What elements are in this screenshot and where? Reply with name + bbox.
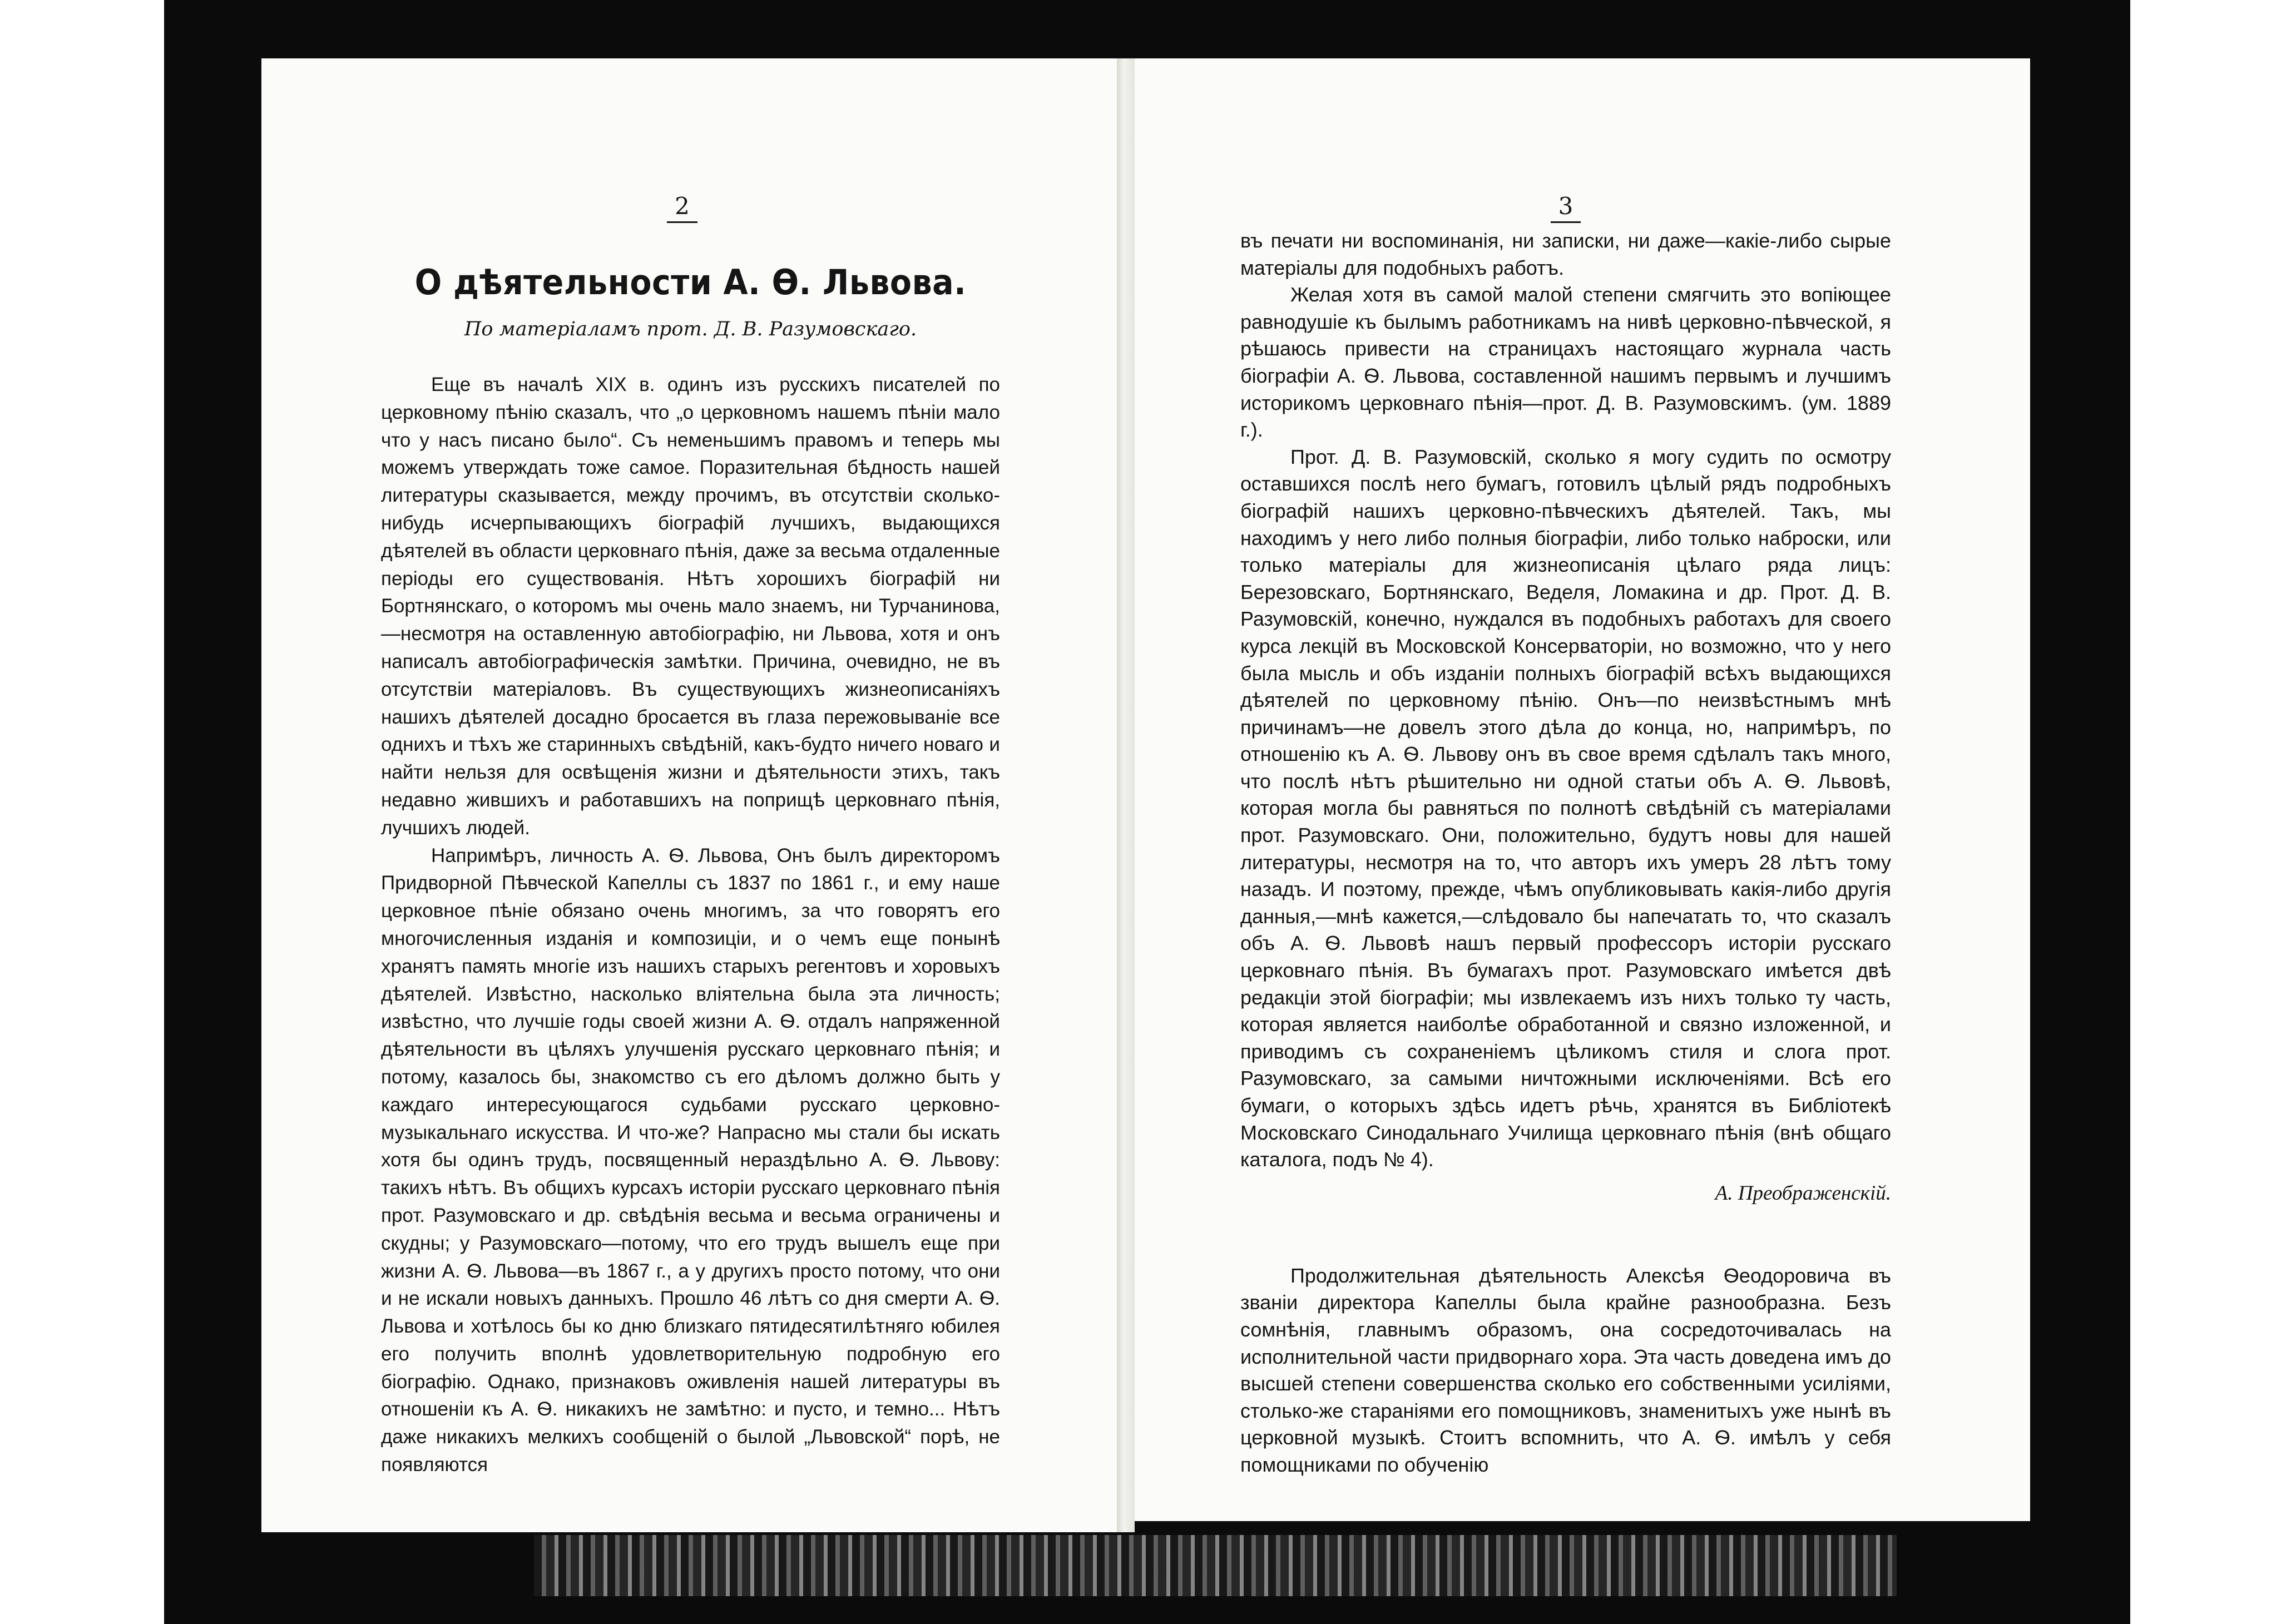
left-edge-shadow — [164, 0, 214, 1624]
left-body-text — [381, 371, 1000, 1479]
article-subtitle: По матеріаламъ прот. Д. В. Разумовскаго. — [464, 318, 917, 340]
article-title: О дѣятельности А. Ѳ. Львова. — [414, 262, 967, 303]
right-body-text-continued — [1240, 1262, 1891, 1479]
left-paragraph-2: Напримѣръ, личность А. Ѳ. Львова, Онъ былъ директоромъ Придворной Пѣвческой Капеллы съ 1837 по 1861 г., и ему наше церковное пѣніе обязано очень многимъ, за что говорятъ его многочисленныя изданія и композиціи, и о чемъ еще понынѣ хранятъ память многіе изъ нашихъ старыхъ регентовъ и хоровыхъ дѣятелей. Извѣстно, насколько вліятельна была эта личность; извѣстно, что лучшіе годы своей жизни А. Ѳ. отдалъ напряженной дѣятельности въ цѣляхъ улучшенія русскаго церковнаго пѣнія; и потому, казалось бы, знакомство съ его дѣломъ должно быть у каждаго интересующагося судьбами русскаго церковно-музыкальнаго искусства. И что-же? Напрасно мы стали бы искать хотя бы одинъ трудъ, посвященный нераздѣльно А. Ѳ. Львову: такихъ нѣтъ. Въ общихъ курсахъ исторіи русскаго церковнаго пѣнія прот. Разумовскаго и др. свѣдѣнія весьма и весьма ограничены и скудны; у Разумовскаго—потому, что его трудъ вышелъ еще при жизни А. Ѳ. Львова—въ 1867 г., а у другихъ просто потому, что они и не искали новыхъ данныхъ. Прошло 46 лѣтъ со дня смерти А. Ѳ. Львова и хотѣлось бы ко дню близкаго пятидесятилѣтняго юбилея его получить вполнѣ удовлетворительную подробную его біографію. Однако, признаковъ оживленія нашей литературы въ отношеніи къ А. Ѳ. никакихъ не замѣтно: и пусто, и темно... Нѣтъ даже никакихъ мелкихъ сообщеній о былой „Львовской“ порѣ, не появляются — [381, 844, 1000, 1476]
right-page — [1135, 58, 2030, 1521]
section-gap — [1240, 1205, 1891, 1258]
right-paragraph-4: Продолжительная дѣятельность Алексѣя Ѳеодоровича въ званіи директора Капеллы была крайне разнообразна. Безъ сомнѣнія, главнымъ образомъ, она сосредоточивалась на исполнительной части придворнаго хора. Эта часть доведена имъ до высшей степени совершенства сколько его собственными усиліями, столько-же стараніями его помощниковъ, знаменитыхъ уже нынѣ въ церковной музыкѣ. Стоитъ вспомнить, что А. Ѳ. имѣлъ у себя помощниками по обученію — [1240, 1264, 1891, 1476]
right-paragraph-1: въ печати ни воспоминанія, ни записки, ни даже—какіе-либо сырые матеріалы для подобныхъ работъ. — [1240, 229, 1891, 279]
page-number-right-text: 3 — [1551, 195, 1581, 223]
left-paragraph-1: Еще въ началѣ XIX в. одинъ изъ русскихъ писателей по церковному пѣнію сказалъ, что „о церковномъ нашемъ пѣніи мало что у насъ писано было“. Съ неменьшимъ правомъ и теперь мы можемъ утверждать тоже самое. Поразительная бѣдность нашей литературы сказывается, между прочимъ, въ отсутствіи сколько-нибудь исчерпывающихъ біографій лучшихъ, выдающихся дѣятелей въ области церковнаго пѣнія, даже за весьма отдаленные періоды его существованія. Нѣтъ хорошихъ біографій ни Бортнянскаго, о которомъ мы очень мало знаемъ, ни Турчанинова,—несмотря на оставленную автобіографію, ни Львова, хотя и онъ написалъ автобіографическія замѣтки. Причина, очевидно, не въ отсутствіи матеріаловъ. Въ существующихъ жизнеописаніяхъ нашихъ дѣятелей досадно бросается въ глаза пережовываніе все однихъ и тѣхъ же старинныхъ свѣдѣній, какъ-будто ничего новаго и найти нельзя для освѣщенія жизни и дѣятельности этихъ, такъ недавно жившихъ и работавшихъ на поприщѣ церковнаго пѣнія, лучшихъ людей. — [381, 374, 1000, 839]
right-body-text — [1240, 227, 1891, 1174]
left-page — [261, 58, 1117, 1532]
page-number-right — [1240, 192, 1891, 223]
bottom-binding-noise — [534, 1535, 1897, 1596]
right-paragraph-3: Прот. Д. В. Разумовскій, сколько я могу судить по осмотру оставшихся послѣ него бумагъ, готовилъ цѣлый рядъ подробныхъ біографій нашихъ церковно-пѣвческихъ дѣятелей. Такъ, мы находимъ у него либо полныя біографіи, либо только наброски, или только матеріалы для жизнеописанія цѣлаго ряда лицъ: Березовскаго, Бортнянскаго, Веделя, Ломакина и др. Прот. Д. В. Разумовскій, конечно, нуждался въ подобныхъ работахъ для своего курса лекцій въ Московской Консерваторіи, но возможно, что у него была мысль и объ изданіи полныхъ біографій всѣхъ выдающихся дѣятелей по церковному пѣнію. Онъ—по неизвѣстнымъ мнѣ причинамъ—не довелъ этого дѣла до конца, но, напримѣръ, по отношенію къ А. Ѳ. Львову онъ въ свое время сдѣлалъ такъ много, что послѣ нѣтъ рѣшительно ни одной статьи объ А. Ѳ. Львовѣ, которая могла бы равняться по полнотѣ свѣдѣній съ матеріалами прот. Разумовскаго. Они, положительно, будутъ новы для нашей литературы, несмотря на то, что авторъ ихъ умеръ 28 лѣтъ тому назадъ. И поэтому, прежде, чѣмъ опубликовывать какія-либо другія данныя,—мнѣ кажется,—слѣдовало бы напечатать то, что сказалъ объ А. Ѳ. Львовѣ нашъ первый профессоръ исторіи русскаго церковнаго пѣнія. Въ бумагахъ прот. Разумовскаго имѣется двѣ редакціи этой біографіи; мы извлекаемъ изъ нихъ только ту часть, которая является наиболѣе обработанной и связно изложенной, и приводимъ съ сохраненіемъ цѣликомъ стиля и слога прот. Разумовскаго, за самыми ничтожными исключеніями. Всѣ его бумаги, о которыхъ здѣсь идетъ рѣчь, хранятся въ Библіотекѣ Московскаго Синодальнаго Училища церковнаго пѣнія (внѣ общаго каталога, подъ № 4). — [1240, 445, 1891, 1171]
author-signature: А. Преображенскій. — [1715, 1181, 1891, 1205]
page-number-left-text: 2 — [667, 195, 697, 223]
right-edge-shadow — [2080, 0, 2130, 1624]
right-paragraph-2: Желая хотя въ самой малой степени смягчить это вопіющее равнодушіе къ былымъ работникамъ на нивѣ церковно-пѣвческой, я рѣшаюсь привести на страницахъ настоящаго журнала часть біографіи А. Ѳ. Львова, составленной нашимъ первымъ и лучшимъ историкомъ церковнаго пѣнія—прот. Д. В. Разумовскимъ. (ум. 1889 г.). — [1240, 283, 1891, 442]
book-gutter — [1117, 58, 1135, 1532]
page-number-left — [364, 192, 1000, 223]
